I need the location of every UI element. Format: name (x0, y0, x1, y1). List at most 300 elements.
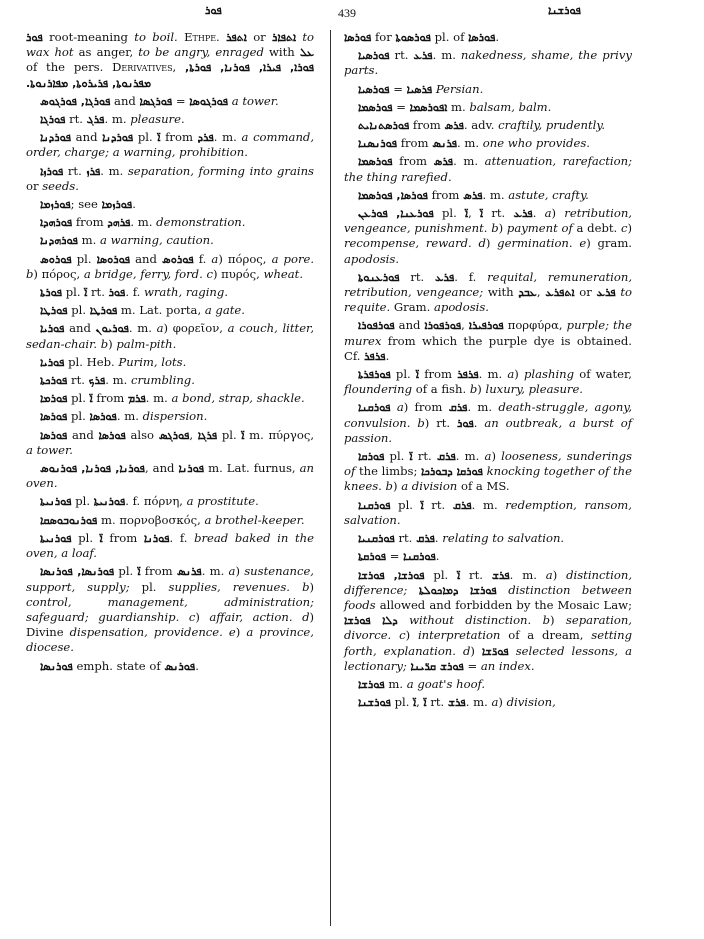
syriac-word: ܦܪܣ (444, 119, 464, 133)
dictionary-entry (26, 197, 314, 212)
entry-text: and (64, 321, 96, 336)
entry-text: . m. (453, 154, 485, 169)
entry-text: m. Lat. porta, (117, 303, 205, 318)
syriac-word: ܦܘܪܗܕܢܐ (40, 234, 78, 248)
definition-text: c (206, 266, 213, 281)
syriac-word: ܦܪܓܐ (197, 428, 218, 442)
definition-text: e (228, 625, 236, 640)
definition-text: b (26, 266, 34, 281)
syriac-word: ܦܘܪܘܣ (40, 252, 72, 266)
entry-text: rt. (483, 206, 514, 221)
syriac-word: ܦܘܪܣܘܬܐ (395, 31, 431, 44)
syriac-word: ܦܘܪ̈ܫܐ (481, 644, 509, 658)
syriac-word: ܦܘܪܣܐ (40, 410, 68, 424)
grammar-label: Ethpe. (184, 30, 220, 44)
dictionary-entry (344, 367, 632, 397)
entry-text: with (483, 285, 519, 300)
syriac-word: ܦܪܟ (88, 374, 106, 388)
definition-text: pleasure. (130, 112, 185, 127)
syriac-word: ܦܘܪܙܡܐ (40, 198, 71, 212)
syriac-word: ܦܘܪܣܐ (89, 410, 117, 424)
dictionary-entry (26, 94, 314, 109)
syriac-word: ܦܘܪܫܐ (358, 677, 385, 691)
entry-text: pl. (114, 564, 138, 579)
entry-text: rt. (65, 112, 87, 127)
definition-text: b (302, 579, 310, 594)
definition-text: dispersion. (142, 409, 208, 424)
entry-text: . (195, 658, 199, 673)
entry-text: ) πόρος, (33, 266, 84, 281)
entry-text: pl. (67, 303, 90, 318)
syriac-word: ܦܘܪܦܘܪܐ (424, 319, 462, 333)
entry-text: of a MS. (457, 479, 510, 494)
definition-text: a (211, 251, 219, 266)
syriac-word: ܐ̈ (99, 531, 103, 545)
definition-text: one who provides. (482, 136, 590, 151)
dictionary-entry (344, 677, 632, 692)
entry-text: emph. state of (72, 658, 165, 673)
entry-text: . m. (482, 187, 509, 202)
syriac-word: ܦܘܪܩܐ ܕܒܘܪܟܐ (421, 465, 483, 479)
entry-text: or (574, 285, 597, 300)
dictionary-entry (26, 409, 314, 424)
entry-text: f. (193, 251, 212, 266)
definition-text: a (396, 400, 404, 415)
entry-text: pl. (390, 695, 414, 710)
entry-text: pl. (217, 427, 242, 442)
syriac-word: ܦܘܪܩܐ (358, 450, 385, 464)
entry-text: ) (195, 609, 210, 624)
syriac-word: ܦܘܪܦܘܪܐ (358, 319, 395, 333)
dictionary-entry (344, 154, 632, 184)
entry-text: , (461, 318, 469, 333)
dictionary-entry (26, 164, 314, 194)
syriac-word: ܦܪܗܕ (107, 216, 131, 230)
entry-text: , (189, 427, 198, 442)
entry-text: for (371, 30, 396, 44)
syriac-word: ܦܘܪܢܐ (143, 531, 170, 545)
entry-text: ) (491, 449, 502, 464)
entry-text: of a dream, (500, 628, 592, 643)
syriac-word: ܦܪܦܪ (364, 349, 386, 363)
entry-text: ) rt. (424, 415, 457, 430)
entry-text: = (386, 549, 404, 564)
definition-text: payment of (506, 221, 573, 236)
syriac-word: ܐ̈ (241, 428, 245, 442)
entry-text: pl. (62, 285, 85, 300)
entry-text: ) (514, 367, 524, 382)
page-number: 439 (338, 6, 356, 20)
entry-text: . m. (457, 136, 483, 151)
definition-text: a goat's hoof. (406, 676, 486, 691)
syriac-word: ܦܘܪܟܬܐ (40, 374, 68, 388)
entry-text: , (416, 695, 424, 710)
entry-text: . (132, 197, 136, 212)
entry-text: rt. (460, 567, 492, 582)
syriac-word: ܦܘܪܢܣܐ, ܦܘܪܢܣܐ (40, 565, 115, 579)
entry-text: m. Lat. furnus, (204, 461, 300, 476)
entry-text: . m. (130, 215, 157, 230)
definition-text: dispensation, providence. (69, 625, 223, 640)
syriac-word: ܦܪܫ (491, 568, 510, 582)
dictionary-entry (26, 233, 314, 248)
entry-text: from (427, 187, 464, 202)
syriac-word: ܦܪܓ (86, 113, 105, 127)
syriac-word: ܦܘܪܢܐ, ܦܘܪܢܐ, ܦܘܪܢܘܣ (40, 462, 145, 476)
definition-text: Persian. (435, 81, 484, 96)
dictionary-entry (344, 48, 632, 78)
dictionary-entry (26, 659, 314, 674)
definition-text: astute, crafty. (508, 187, 589, 202)
definition-text: a tower. (26, 442, 73, 457)
definition-text: bread baked in the oven, a loaf. (26, 530, 315, 561)
definition-text: requital, remuneration, retribution, vengeance; (344, 269, 633, 300)
syriac-word: ܦܘܪܘܣܐ (96, 252, 131, 266)
entry-text: a debt. (572, 221, 621, 236)
entry-text: pl. (390, 497, 421, 512)
definition-text: crumbling. (130, 373, 195, 388)
entry-text: . (473, 415, 485, 430)
syriac-word: ܐ̈ (423, 696, 427, 710)
dictionary-entry (26, 303, 314, 318)
definition-text: to boil. (134, 30, 178, 44)
entry-text (407, 583, 419, 597)
entry-text: . m. (201, 564, 229, 579)
entry-text: pl. (67, 391, 90, 406)
entry-text: of a fish. (412, 382, 470, 397)
syriac-word: ܦܘܪܢܝܬܐ (40, 531, 72, 545)
syriac-word: ܐ̈ (84, 286, 88, 300)
syriac-word: ܦܘܪܙܡܐ (101, 198, 133, 212)
syriac-word: ܦܘܪܓܣܐ (139, 94, 173, 108)
syriac-word: ܦܘܪܣܐ (40, 428, 68, 442)
syriac-word: ܦܘܪܣܐ, ܦܘܪܣܡܐ (358, 188, 428, 202)
column-divider (330, 30, 331, 926)
definition-text: plashing (523, 367, 575, 382)
dictionary-entry (26, 513, 314, 528)
syriac-word: ܦܪܥ (513, 207, 533, 221)
entry-text (391, 628, 399, 642)
syriac-word: ܦܘܪܩܢܐ (403, 550, 436, 564)
syriac-word: ܦܘܪܩܢܝܐ (358, 532, 395, 546)
definition-text: a bond, strap, shackle. (171, 391, 305, 406)
definition-text: b (417, 415, 425, 430)
entry-text: . (532, 206, 545, 221)
syriac-word: ܦܪܫ (447, 696, 466, 710)
entry-text: ) (551, 206, 565, 221)
syriac-word: ܦܘܪܝܐ (40, 322, 65, 336)
syriac-word: ܦܘܪܣܡܐ (358, 100, 393, 114)
entry-text: from which the purple dye is obtained. Cf. (344, 333, 632, 363)
entry-text: pl. of (430, 30, 469, 44)
entry-text: and (110, 93, 140, 108)
entry-text: pl. (129, 579, 169, 594)
entry-text: , (468, 206, 481, 221)
entry-text: ) (235, 625, 247, 640)
definition-text: a bridge, ferry, ford. (83, 266, 203, 281)
entry-text: , (536, 285, 546, 300)
definition-text: purple; the murex (344, 318, 633, 348)
entry-text: . m. (116, 409, 143, 424)
definition-text: an index. (480, 658, 535, 673)
dictionary-entry (26, 30, 314, 91)
definition-text: d (462, 643, 471, 658)
dictionary-entry (344, 549, 632, 564)
syriac-word: ܦܘܪܘܣ (162, 252, 194, 266)
dictionary-entry (26, 461, 314, 491)
definition-text: separation, divorce. (344, 613, 632, 643)
entry-text: or (246, 30, 273, 44)
entry-text: pl. (67, 409, 90, 424)
left-column (26, 30, 314, 677)
entry-text: the limbs; (355, 464, 422, 479)
syriac-word: ܐ̈ (409, 450, 413, 464)
entry-text (531, 613, 542, 627)
definition-text: without distinction. (409, 613, 532, 628)
entry-text: m. (384, 676, 407, 691)
syriac-word: ܦܪܩ (416, 532, 435, 546)
definition-text: b (491, 221, 499, 236)
entry-text: . adv. (463, 118, 499, 133)
syriac-word: ܦܘܪܓܣ (158, 428, 190, 442)
syriac-word: ܥܒܕ (518, 286, 537, 300)
definition-text: a (484, 449, 492, 464)
syriac-word: ܦܘܪܥܢܐ, ܦܘܪܥܢ (358, 207, 434, 221)
syriac-word: ܦܘܪܢܝܬܐ (40, 495, 72, 509)
definition-text: control, management, administration; safeguard; guardianship. (26, 594, 314, 624)
definition-text: an oven. (26, 461, 315, 491)
syriac-word: ܦܘܪܢܝܬܐ (93, 495, 126, 509)
entry-text: as anger, (73, 45, 139, 60)
dictionary-entry (26, 112, 314, 127)
entry-text: pl. (424, 567, 458, 582)
definition-text: a pore. (271, 251, 315, 266)
dictionary-entry (344, 30, 632, 45)
definition-text: division, (506, 695, 556, 710)
dictionary-entry (26, 428, 314, 458)
dictionary-entry (344, 100, 632, 115)
dictionary-entry (344, 82, 632, 97)
entry-text: pl. (433, 206, 466, 221)
dictionary-entry (344, 188, 632, 203)
dictionary-entry (344, 270, 632, 316)
dictionary-entry (26, 285, 314, 300)
definition-text: wrath, raging. (143, 285, 229, 300)
syriac-word: ܦܘܪܩܬܐ (358, 550, 387, 564)
entry-text: from (419, 367, 458, 382)
entry-text: from (92, 391, 128, 406)
definition-text: seeds. (42, 178, 79, 193)
definition-text: distinction, difference; (344, 567, 632, 597)
definition-text: floundering (344, 382, 413, 397)
syriac-word: ܦܘܪܢܐ (178, 462, 205, 476)
entry-text: ) from (403, 400, 449, 415)
entry-text: and (67, 427, 99, 442)
entry-text: ) (552, 567, 567, 582)
dictionary-entry (26, 321, 314, 351)
definition-text: interpretation (417, 628, 501, 643)
entry-text: and (130, 251, 163, 266)
syriac-word: ܦܘܪܗܕܐ (40, 216, 73, 230)
entry-text: of the pers. (26, 60, 113, 75)
entry-text: = (389, 81, 407, 96)
entry-text: . (495, 30, 500, 44)
syriac-word: ܦܘܪܦܝܪܐ (468, 319, 504, 333)
entry-text: Gram. (390, 300, 434, 315)
dictionary-entry (26, 494, 314, 509)
entry-text: with (263, 45, 300, 60)
entry-text: pl. (133, 130, 158, 145)
definition-text: c (620, 221, 628, 236)
dictionary-entry (344, 568, 632, 674)
syriac-word: ܦܘܪܣܐ (344, 31, 372, 44)
dictionary-entry (344, 498, 632, 528)
entry-text: . (434, 531, 443, 546)
entry-text: ) (392, 479, 402, 494)
entry-text (176, 60, 185, 74)
entry-text: . m. (100, 163, 128, 178)
entry-text: . m. (213, 130, 242, 145)
syriac-word: ܦܘܪܓܐ, ܦܘܪܓܘܣ (40, 94, 111, 108)
syriac-word: ܦܘܪܓܐ (40, 113, 66, 127)
definition-text: a division (401, 479, 458, 494)
entry-text: or (26, 178, 43, 193)
syriac-word: ܦܘܪܐ, ܦܝܪܐ, ܦܘܪܢܐ, ܦܘܪܬܐ, ܡܦܪܢܘܬܐ, ܦܪܝܪܘܬܐ, ܡܦܐܪܢܘܬܐ. (26, 61, 314, 90)
syriac-word: ܦܪܢܣ (432, 137, 458, 151)
definition-text: d (302, 609, 310, 624)
entry-text: m. πύργος, (244, 427, 315, 442)
right-column (344, 30, 632, 713)
entry-text: pl. (384, 449, 410, 464)
syriac-word: ܦܘܪܣܡܐ (358, 155, 393, 169)
syriac-word: ܦܘܪܣܝܐ (358, 82, 390, 96)
syriac-word: ܐ̈ (157, 131, 161, 145)
definition-text: recompense, reward. (344, 236, 472, 251)
definition-text: a tower. (231, 93, 279, 108)
entry-text: . f. (125, 285, 144, 300)
entry-text: ; see (70, 197, 102, 212)
entry-text: pl. (71, 530, 100, 545)
entry-text: rt. (423, 497, 453, 512)
definition-text: b (385, 479, 393, 494)
definition-text: to requite. (344, 285, 633, 315)
syriac-word: ܐ̈ (465, 207, 469, 221)
entry-text: m. (77, 233, 100, 248)
entry-text: . m. (478, 367, 508, 382)
entry-text: . f. (169, 530, 195, 545)
definition-text: a prostitute. (186, 494, 259, 509)
definition-text: wheat. (263, 266, 304, 281)
syriac-word: ܦܘܪ (26, 31, 43, 44)
entry-text: rt. (63, 163, 87, 178)
entry-text (509, 644, 516, 658)
definition-text: c (188, 609, 196, 624)
definition-text: c (399, 628, 406, 643)
entry-text: . (435, 549, 440, 564)
definition-text: a gate. (204, 303, 245, 318)
syriac-word: ܦܪܦܪ (457, 368, 479, 382)
entry-text: of water, (574, 367, 632, 382)
syriac-word: ܦܘܪܝܐ (40, 355, 65, 369)
entry-text: ) (309, 579, 315, 594)
dictionary-entry (26, 215, 314, 230)
definition-text: to be angry, enraged (138, 45, 264, 60)
entry-text: ) Divine (26, 609, 315, 640)
entry-text: ) gram. (586, 236, 632, 251)
definition-text: a (228, 564, 236, 579)
page-header (0, 4, 704, 24)
entry-text: ) πυρός, (212, 266, 264, 281)
entry-text: . m. (432, 48, 461, 63)
entry-text: and (394, 318, 425, 333)
syriac-word: ܐ̈ (137, 565, 141, 579)
syriac-word: ܦܘܪܣܝܐ (358, 49, 390, 63)
definition-text: a (491, 695, 499, 710)
definition-text: a (507, 367, 515, 382)
syriac-word: ܦܪܕ (197, 131, 214, 145)
syriac-word: ܦܘܪܩܢܐ (358, 498, 391, 512)
entry-text: rt. (426, 695, 448, 710)
definition-text: attenuation, rarefaction; the thing rarefied. (344, 154, 632, 184)
definition-text: looseness, sunderings of (344, 449, 632, 479)
entry-text (398, 613, 409, 627)
entry-text: from (72, 215, 108, 230)
dictionary-entry (26, 373, 314, 388)
syriac-word: ܦܪܣܝܐ (406, 82, 433, 96)
definition-text: redemption, ransom, salvation. (344, 497, 632, 527)
definition-text: a warning, caution. (99, 233, 214, 248)
definition-text: Purim, lots. (118, 354, 187, 369)
entry-text (293, 610, 303, 624)
syriac-word: ܦܘܪܢܣܐ (40, 659, 73, 673)
definition-text: separation, forming into grains (127, 163, 314, 178)
definition-text: demonstration. (156, 215, 246, 230)
definition-text: balsam, balm. (469, 99, 552, 114)
entry-text: rt. (394, 531, 417, 546)
syriac-word: ܦܘܪܕܢܐ (102, 131, 134, 145)
syriac-word: ܦܘܪܣܐ (468, 31, 496, 44)
dictionary-entry (26, 355, 314, 370)
entry-text: . m. (509, 567, 546, 582)
syriac-word: ܦܪܥ (413, 49, 433, 63)
syriac-word: ܐܬܦܪ (226, 31, 247, 44)
syriac-word: ܦܘܪܫ ܩܪ̈ܝܢܐ (410, 659, 464, 673)
syriac-word: ܦܪܣ (433, 155, 454, 169)
entry-text: from (160, 130, 198, 145)
definition-text: an outbreak, a burst of passion. (344, 415, 633, 445)
definition-text: supplies, revenues. (168, 579, 290, 594)
dictionary-entry (344, 531, 632, 546)
entry-text: . m. (467, 400, 499, 415)
syriac-word: ܐ̈ (413, 696, 417, 710)
syriac-word: ܦܘܪ (108, 286, 126, 300)
definition-text: affair, action. (209, 609, 293, 624)
syriac-word: ܐܬܦܐܪ (272, 31, 297, 44)
syriac-word: ܦܘܪܢܘܒܘܣܩܐ (40, 513, 98, 527)
syriac-word: ܐܬܦܪܥ (545, 286, 575, 300)
syriac-word: ܦܘܪܦܪܬܐ (358, 368, 391, 382)
syriac-word: ܐ̈ (457, 568, 461, 582)
entry-text: = (392, 99, 410, 114)
entry-text: . m. (128, 321, 157, 336)
entry-text: . m. (455, 449, 485, 464)
syriac-word: ܦܘܪܫܐ, ܦܘܪܫܐ (358, 568, 425, 582)
entry-text: ) (550, 613, 566, 628)
definition-text: apodosis. (433, 300, 489, 315)
syriac-word: ܦܘܪܓܘܣܐ (189, 94, 229, 108)
entry-text: rt. (389, 48, 414, 63)
entry-text: pl. (390, 367, 416, 382)
